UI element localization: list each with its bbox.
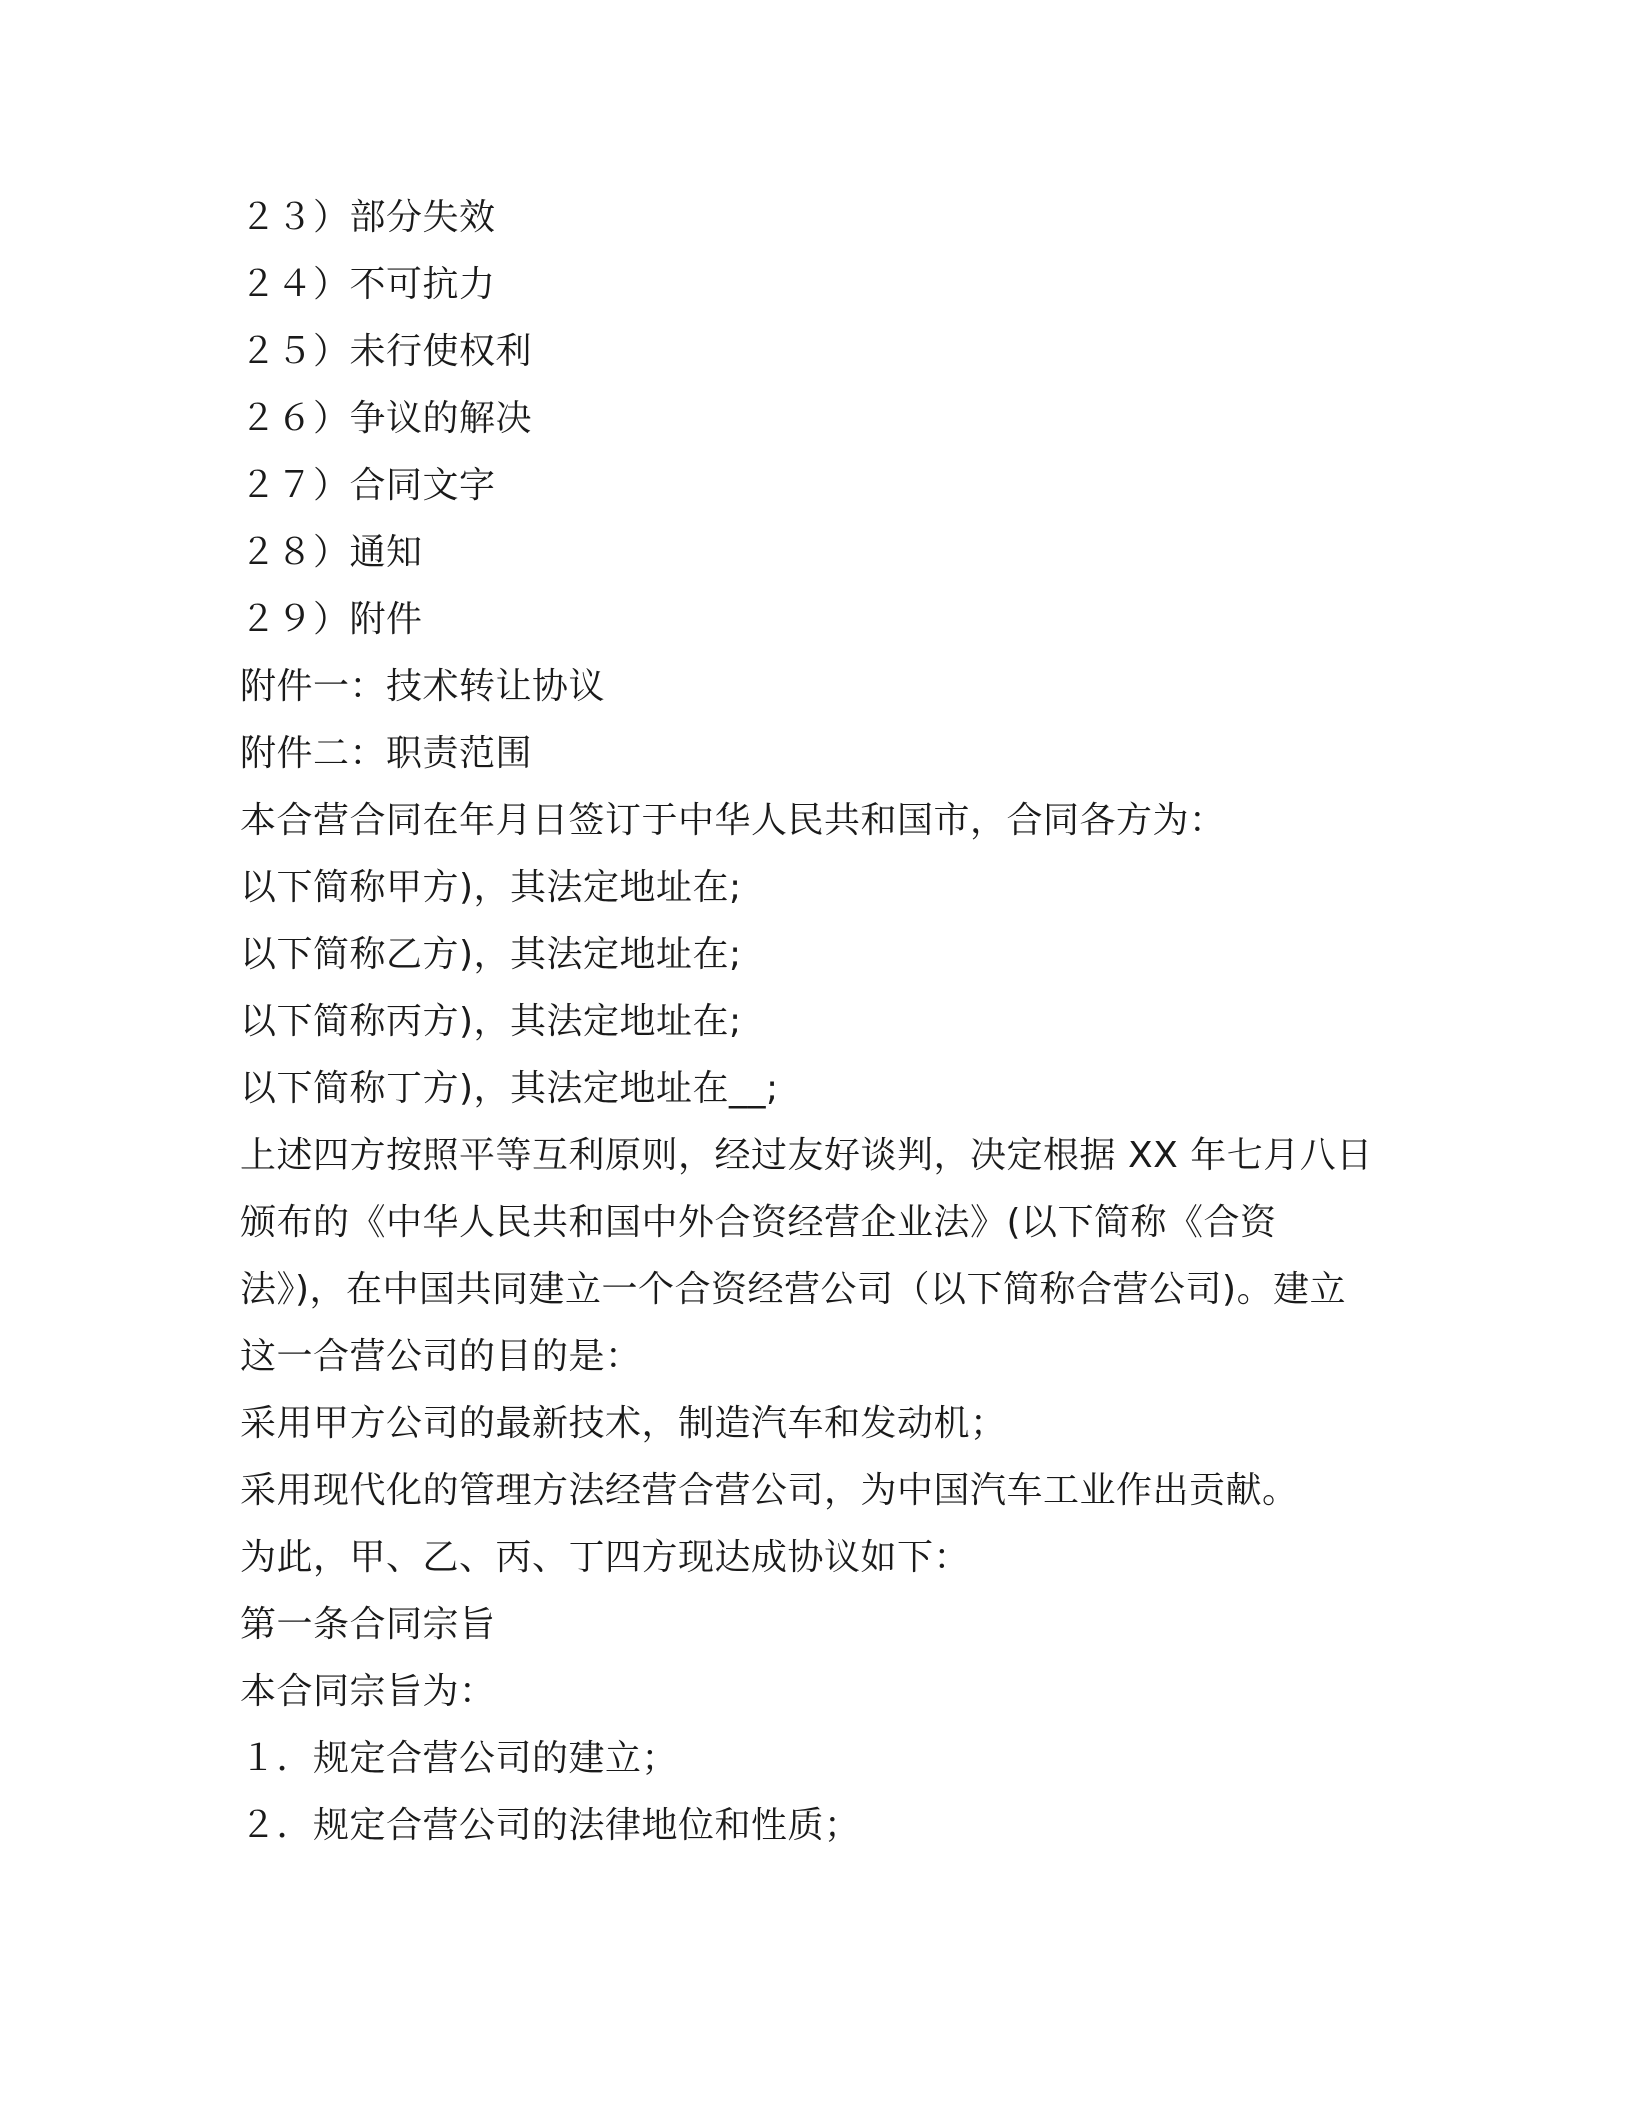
- purpose-line: 采用甲方公司的最新技术，制造汽车和发动机；: [240, 1403, 1007, 1444]
- party-line: 以下简称乙方)，其法定地址在;: [240, 934, 742, 975]
- toc-item: ２７）合同文字: [240, 465, 496, 506]
- article-item: ２．规定合营公司的法律地位和性质；: [240, 1805, 861, 1846]
- article-intro: 本合同宗旨为：: [240, 1671, 496, 1712]
- article-title: 第一条合同宗旨: [240, 1604, 496, 1645]
- party-line: 以下简称丁方)，其法定地址在__;: [240, 1068, 779, 1109]
- party-line: 以下简称丙方)，其法定地址在;: [240, 1001, 742, 1042]
- toc-item: ２９）附件: [240, 599, 423, 640]
- preamble-paragraph: 上述四方按照平等互利原则，经过友好谈判，决定根据 XX 年七月八日颁布的《中华人民共和国中外合资经营企业法》(以下简称《合资法》)，在中国共同建立一个合资经营公司（以下简称合营公司)。建立这一合营公司的目的是：: [240, 1135, 1373, 1377]
- attachment-item: 附件二：职责范围: [240, 733, 533, 774]
- document-body: [240, 184, 1400, 1859]
- toc-item: ２６）争议的解决: [240, 398, 533, 439]
- article-item: １．规定合营公司的建立；: [240, 1738, 679, 1779]
- toc-item: ２５）未行使权利: [240, 331, 533, 372]
- party-line: 以下简称甲方)，其法定地址在;: [240, 867, 742, 908]
- purpose-line: 采用现代化的管理方法经营合营公司，为中国汽车工业作出贡献。: [240, 1470, 1299, 1511]
- contract-intro: 本合营合同在年月日签订于中华人民共和国市，合同各方为：: [240, 800, 1226, 841]
- agreement-line: 为此，甲、乙、丙、丁四方现达成协议如下：: [240, 1537, 971, 1578]
- toc-item: ２４）不可抗力: [240, 264, 496, 305]
- toc-item: ２８）通知: [240, 532, 423, 573]
- toc-item: ２３）部分失效: [240, 197, 496, 238]
- attachment-item: 附件一：技术转让协议: [240, 666, 606, 707]
